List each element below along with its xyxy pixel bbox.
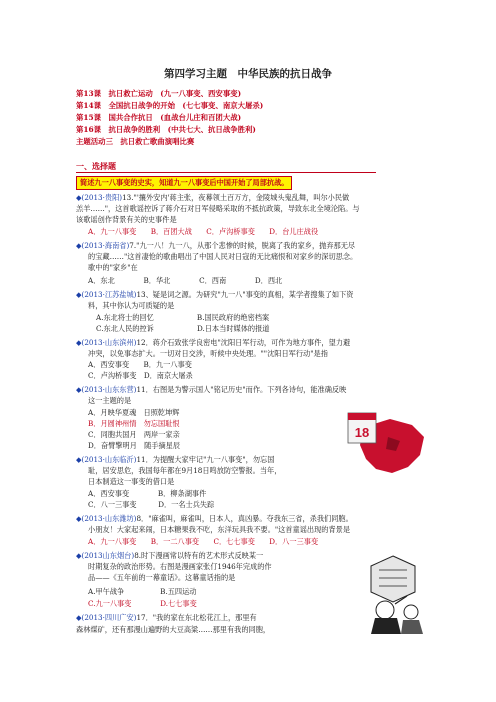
q-line	[76, 613, 257, 623]
question-source: ◆(2013·山东东营)	[76, 385, 137, 394]
q-line	[76, 551, 263, 561]
cartoon-illustration	[355, 552, 431, 636]
lesson-13: 第13课 抗日救亡运动 (九一八事变、西安事变)	[76, 89, 242, 98]
q-line: 该歌谣创作背景有关的史事件是	[76, 215, 177, 224]
q-line: 耻，居安思危，我国每年都在9月18日鸣放防空警报。当年，	[88, 466, 282, 475]
q-line: 的宝藏……"这首凄怆的歌曲唱出了中国人民对日寇的无比痛恨和对家乡的深切思念。	[88, 252, 358, 261]
answer-options: C．卢沟桥事变 D．南京大屠杀	[88, 371, 193, 380]
calendar-header	[348, 413, 376, 420]
answer-options: C.九一八事变 D.七七事变	[88, 599, 197, 608]
answer-options: A．西安事变 B．九一八事变	[88, 360, 192, 369]
q-line: 小朋友！大家起来闹，日本糖果我不吃，东洋玩具我不要。"这首童谣出现的背景是	[88, 525, 351, 534]
question-source: ◆(2013山东烟台)	[76, 551, 135, 560]
lantern-shape	[371, 556, 415, 602]
question-text: 11．为提醒大家牢记"九一八事变"，勿忘国	[136, 455, 275, 464]
calendar-date-text: 18	[354, 425, 370, 440]
q-line	[76, 385, 346, 395]
answer-options: A．九一八事变 B．一二八事变 C．七七事变 D．八一三事变	[88, 537, 319, 546]
lesson-15: 第15课 国共合作抗日 (血战台儿庄和百团大战)	[76, 113, 242, 122]
q-line: 冲突，以免事态扩大。一切对日交涉，听候中央处理。""沈阳日军行动"是指	[88, 349, 328, 358]
q-line: 歌中的"家乡"在	[88, 263, 138, 272]
answer-options: D．奋臂擎明月 随手摘星辰	[88, 441, 181, 450]
q-line: 日本制造这一事变的借口是	[88, 477, 175, 486]
q-line	[76, 514, 353, 524]
q-line	[76, 455, 274, 465]
answer-options: A．东北 B．华北 C．西南 D．西北	[88, 276, 283, 285]
answer-options: B．月圆神州情 勿忘国耻恨	[88, 419, 180, 428]
question-source: ◆(2013·山东潍坊)	[76, 514, 137, 523]
lesson-16: 第16课 抗日战争的胜利 (中共七大、抗日战争胜利)	[76, 125, 256, 134]
question-text: 17．"我的家在东北松花江上，那里有	[136, 613, 257, 622]
question-text: 13."'攘外安内'蒋主张，夜幕领土百万方，金陵城头鬼乱舞，叫尔小民做	[122, 193, 350, 202]
answer-options: A．九一八事变 B．百团大战 C．卢沟桥事变 D．台儿庄战役	[88, 227, 319, 236]
answer-options: A．月映华夏魂 日照乾坤辉	[88, 408, 180, 417]
q-line: 羔羊……"，这首歌谣控诉了蒋介石对日军侵略采取的不抵抗政策，导致东北全境沦陷。与	[76, 204, 360, 213]
q-line: 料，其中你认为可质疑的是	[88, 301, 175, 310]
q-line: 品——《五年前的一幕童话》。这幕童话指的是	[88, 573, 236, 582]
question-source: ◆(2013·海南省)	[76, 241, 130, 250]
question-source: ◆(2013·山东临沂)	[76, 455, 137, 464]
question-text: 7."九一八！九一八，从那个悲惨的时候，脱离了我的家乡，抛弃那无尽	[129, 241, 356, 250]
second-figure-head	[404, 605, 418, 619]
theme-activity: 主题活动三 抗日救亡歌曲演唱比赛	[76, 137, 195, 146]
answer-options: A.东北将士的回忆 B.国民政府的绝密档案	[96, 313, 270, 322]
answer-options: A．西安事变 B．柳条湖事件	[88, 489, 207, 498]
answer-options: C．同胞共国月 两岸一家亲	[88, 430, 180, 439]
answer-options: C.东北人民的控诉 D.日本当时媒体的报道	[96, 324, 270, 333]
q-line: 这一主题的是	[88, 396, 132, 405]
question-text: 8.时下漫画常以特有的艺术形式反映某一	[134, 551, 264, 560]
q-line: 森林煤矿，还有那漫山遍野的大豆高粱……那里有我的同胞，	[76, 625, 271, 634]
q-line	[76, 290, 353, 300]
question-source: ◆(2013·贵阳)	[76, 193, 123, 202]
question-source: ◆(2013·四川广安)	[76, 613, 137, 622]
answer-options: A.甲午战争 B.五四运动	[88, 587, 197, 596]
answer-options: C．八一三事变 D．一名士兵失踪	[88, 500, 215, 509]
question-source: ◆(2013·江苏盐城)	[76, 290, 137, 299]
question-text: 8．"麻雀叫，麻雀叫，日本人，真凶暴。夺我东三省，杀我们同胞。	[136, 514, 353, 523]
page-title: 第四学习主题 中华民族的抗日战争	[164, 68, 332, 80]
lesson-14: 第14课 全国抗日战争的开始 (七七事变、南京大屠杀)	[76, 101, 264, 110]
q-line	[76, 241, 355, 251]
question-text: 12．蒋介石致张学良密电"沈阳日军行动，可作为地方事件，望力避	[136, 338, 351, 347]
question-text: 13、疑是词之源。为研究"九一八"事变的真相，某学者搜集了如下资	[136, 290, 354, 299]
q-line: 时期复杂的政治形势。右图是漫画家张仃1946年完成的作	[88, 562, 272, 571]
q-line	[76, 193, 349, 203]
figure-head	[376, 601, 394, 619]
figure-body	[371, 618, 401, 634]
section-divider	[76, 172, 376, 173]
q-line	[76, 338, 350, 348]
highlight-box: 简述九一八事变的史实，知道九一八事变后中国开始了局部抗战。	[76, 176, 292, 190]
question-source: ◆(2013·山东滨州)	[76, 338, 137, 347]
calendar-map-illustration	[342, 407, 432, 487]
section-heading: 一、选择题	[76, 161, 116, 171]
question-text: 11．右图是为警示国人"铭记历史"而作。下列各诗句，能准确反映	[136, 385, 347, 394]
